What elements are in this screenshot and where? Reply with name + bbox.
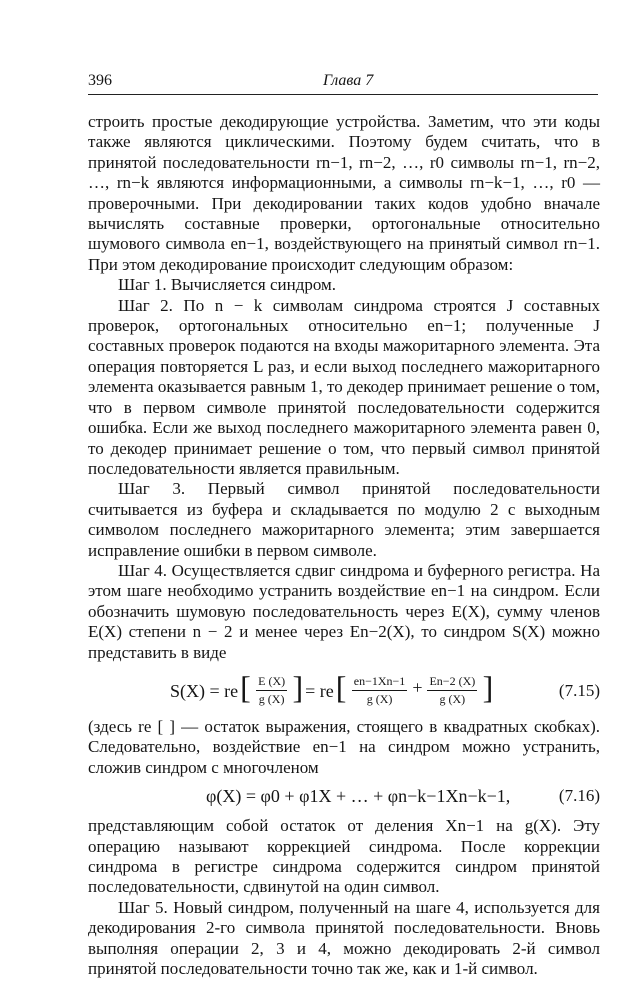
step-3-paragraph: Шаг 3. Первый символ принятой последовательности считывается из буфера и складывается по модулю 2 с выходным символом последнего мажоритарного элемента; этим завершается исправление ошибки в первом символе. (88, 479, 600, 560)
right-bracket: ] (292, 669, 304, 706)
fraction-3 (427, 673, 477, 708)
fraction-1 (256, 673, 287, 708)
formula-7-16 (88, 780, 600, 814)
bracket-group-2 (334, 669, 495, 708)
step-2-paragraph: Шаг 2. По n − k символам синдрома строятся J составных проверок, ортогональных относительно en−1; полученные J составных проверок подаются на входы мажоритарного элемента. Эта операция повторяется L раз, и если выход последнего мажоритарного элемента оказывается равным 1, то декодер принимает решение о том, что в первом символе принятой последовательности содержится ошибка. Если же выход последнего мажоритарного элемента равен 0, то декодер принимает решение о том, что первый символ принятой последовательности является правильным. (88, 295, 600, 478)
equation-number: (7.15) (558, 680, 600, 700)
chapter-title: Глава 7 (323, 72, 374, 89)
left-bracket: [ (240, 669, 251, 706)
fraction-1-denominator: g (X) (258, 692, 285, 707)
left-bracket: [ (335, 669, 347, 706)
fraction-2 (352, 673, 408, 708)
paragraph: представляющим собой остаток от деления Xn−1 на g(X). Эту операцию называют коррекцией синдрома. После коррекции синдрома в регистре синдрома содержится синдром принятой последовательности, сдвинутой на один символ. (88, 816, 600, 897)
fraction-2-numerator: en−1Xn−1 (352, 673, 408, 691)
step-5-paragraph: Шаг 5. Новый синдром, полученный на шаге 4, используется для декодирования 2-го символа принятой последовательности. Вновь выполняя операции 2, 3 и 4, можно декодировать 2-й символ принятой последовательности точно так же, как и 1-й символ. (88, 897, 600, 979)
formula-lhs: S(X) = re (170, 680, 239, 701)
equation-number: (7.16) (558, 786, 600, 806)
fraction-1-numerator: E (X) (256, 673, 287, 691)
fraction-3-numerator: En−2 (X) (427, 673, 477, 691)
paragraph: (здесь re [ ] — остаток выражения, стоящего в квадратных скобках). Следовательно, воздействие en−1 на синдром можно устранить, сложив синдром с многочленом (88, 716, 600, 777)
formula-7-16-expression: φ(X) = φ0 + φ1X + … + φn−k−1Xn−k−1, (206, 785, 511, 806)
fraction-2-denominator: g (X) (366, 692, 393, 707)
step-1-paragraph: Шаг 1. Вычисляется синдром. (118, 275, 337, 295)
formula-plus: + (412, 677, 423, 698)
header-rule (88, 94, 598, 95)
page-body (88, 112, 600, 979)
step-4-paragraph: Шаг 4. Осуществляется сдвиг синдрома и буферного регистра. На этом шаге необходимо устранить воздействие en−1 на синдром. Если обозначить шумовую последовательность через E(X), сумму членов E(X) степени n − 2 и менее через En−2(X), то синдром S(X) можно представить в виде (88, 560, 600, 662)
bracket-group-1 (238, 669, 305, 708)
page-number: 396 (88, 72, 112, 89)
formula-mid: = re (305, 680, 334, 701)
right-bracket: ] (482, 669, 494, 706)
formula-7-15-expression (170, 669, 495, 709)
paragraph: строить простые декодирующие устройства. Заметим, что эти коды также являются циклическими. Поэтому будем считать, что в принятой последовательности rn−1, rn−2, …, r0 символы rn−1, rn−2, …, rn−k являются информационными, а символы rn−k−1, …, r0 — проверочными. При декодировании таких кодов удобно вначале вычислять составные проверки, ортогональные относительно шумового символа en−1, воздействующего на принятый символ rn−1. При этом декодирование происходит следующим образом: (88, 112, 600, 274)
page-header (88, 72, 598, 92)
fraction-3-denominator: g (X) (439, 692, 466, 707)
formula-7-15 (88, 667, 600, 713)
